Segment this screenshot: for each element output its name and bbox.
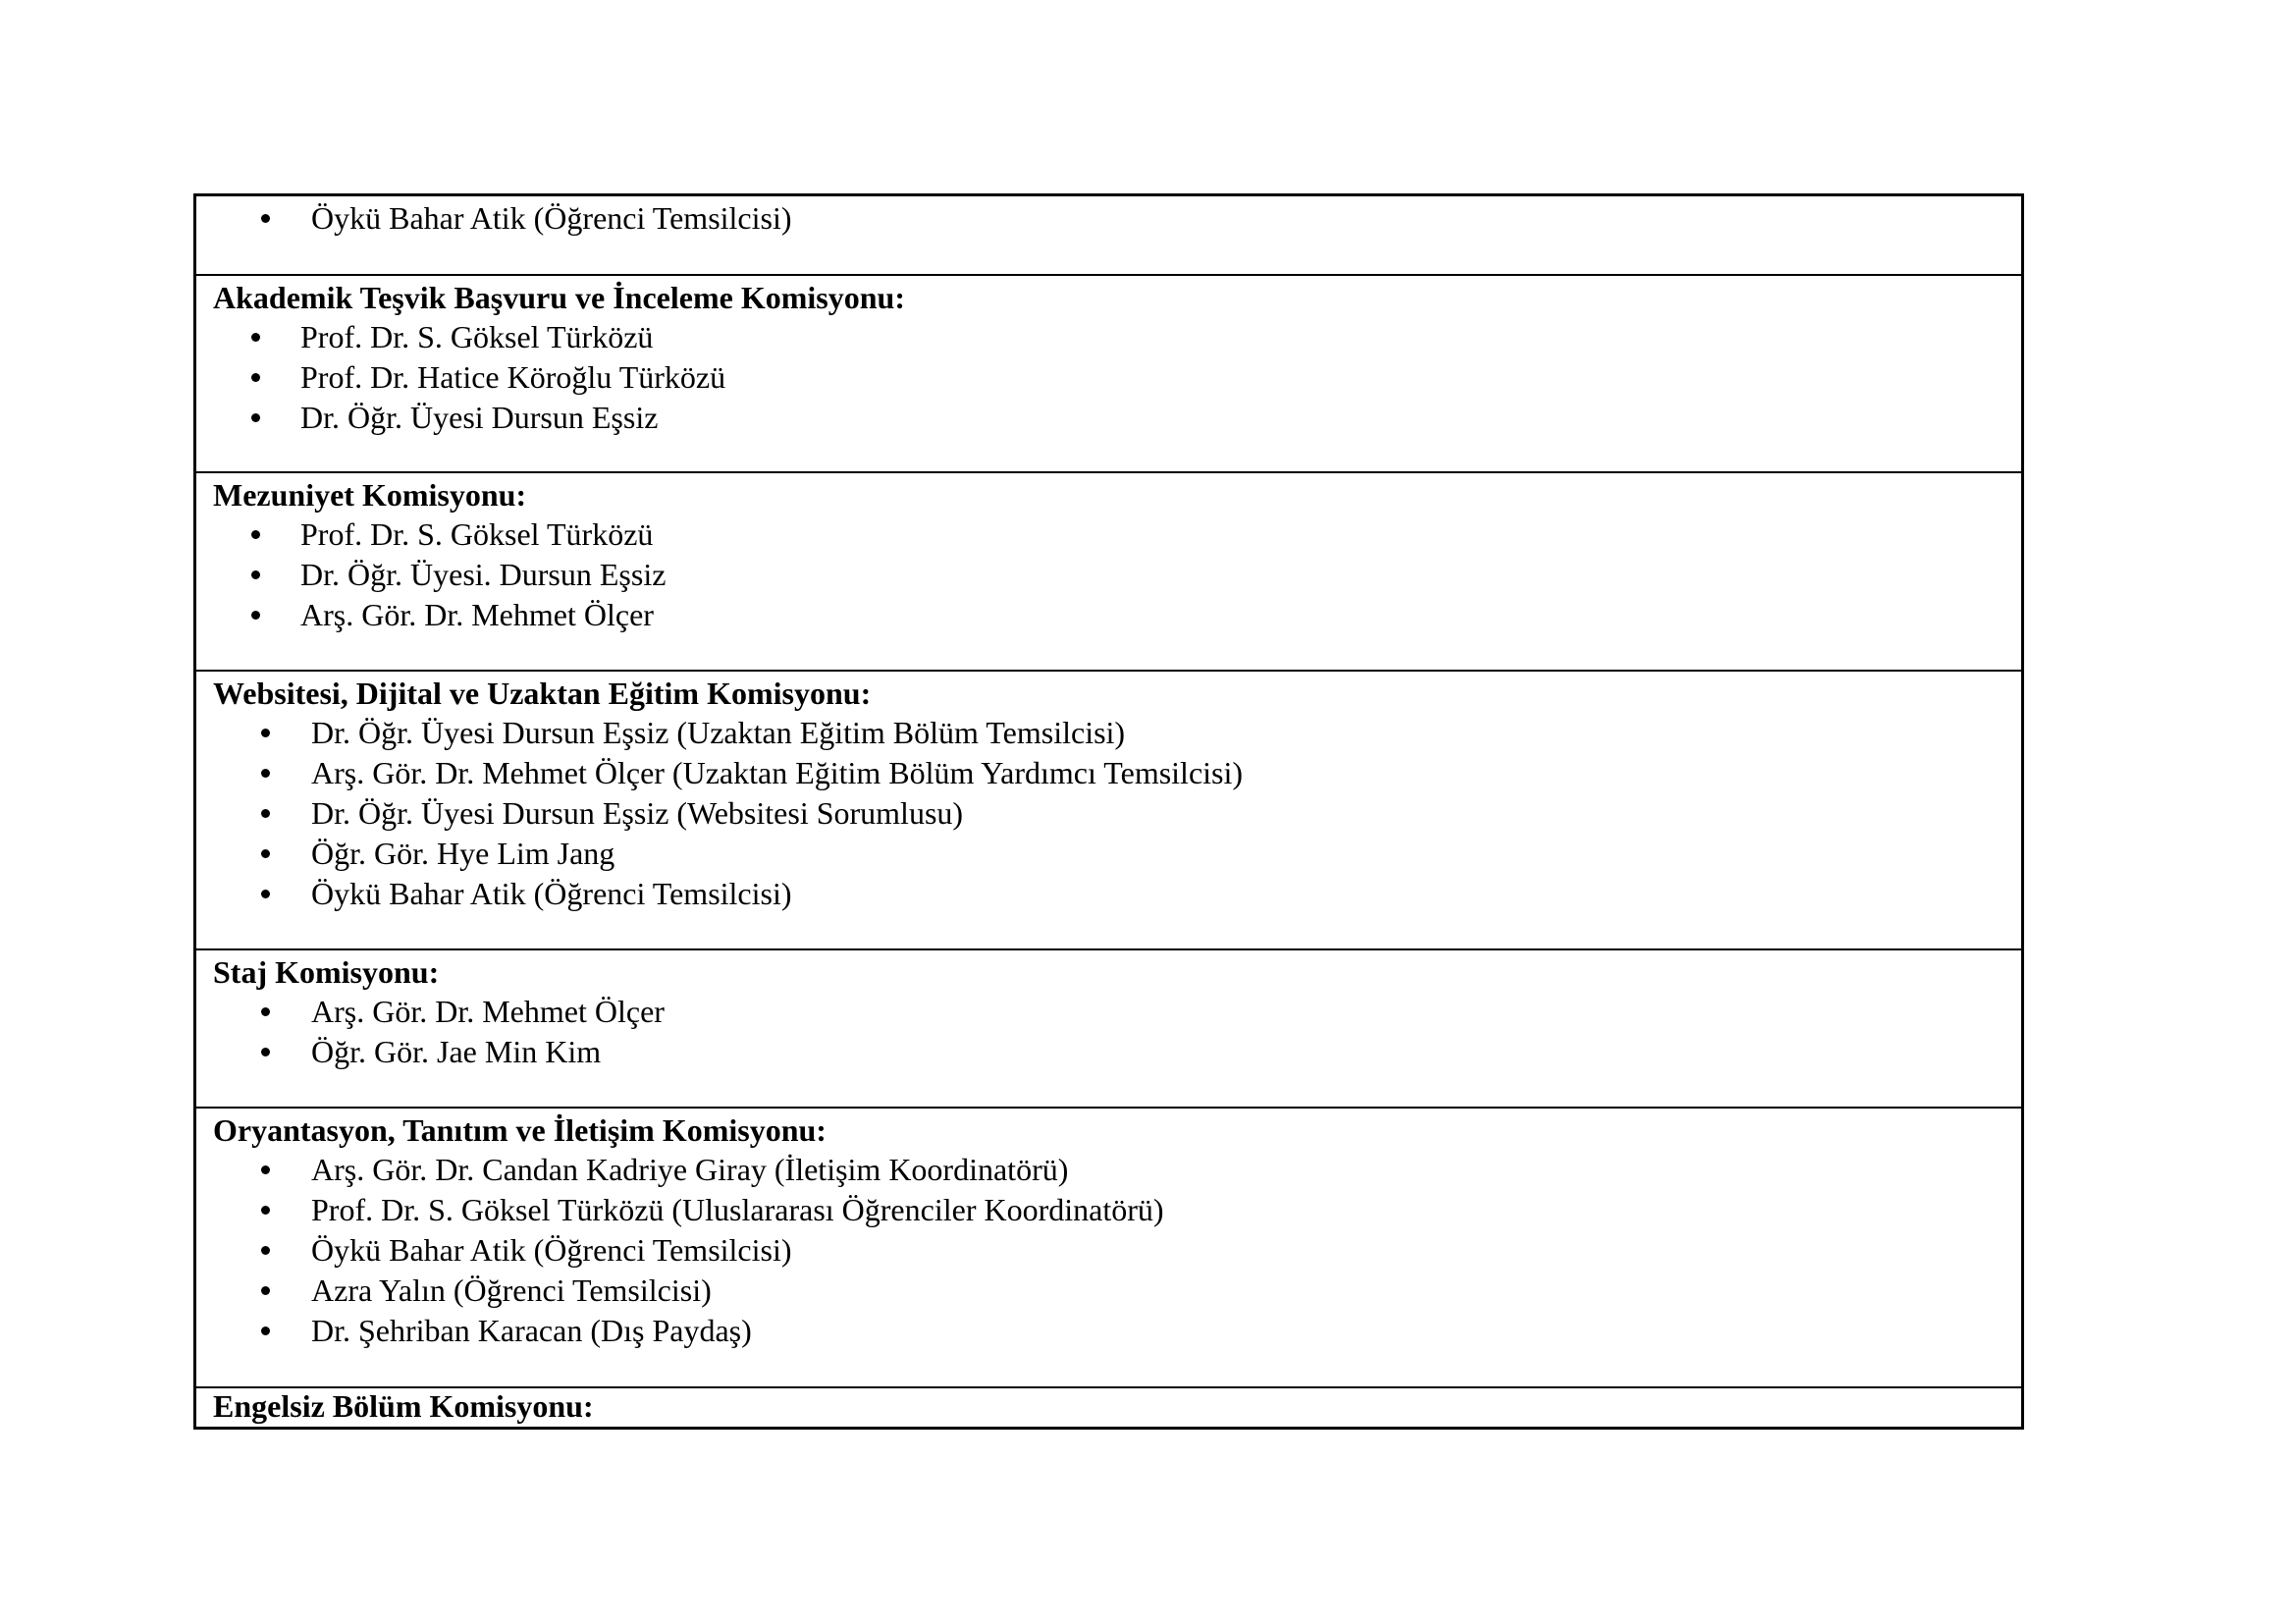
list-item: Öykü Bahar Atik (Öğrenci Temsilcisi) [196, 1230, 2021, 1271]
section-oryantasyon [196, 1109, 2021, 1388]
bullet-icon [261, 1048, 270, 1056]
bullet-icon [261, 214, 270, 223]
list-item: Öykü Bahar Atik (Öğrenci Temsilcisi) [196, 874, 2021, 914]
bullet-icon [261, 1246, 270, 1255]
section-member-list [196, 992, 2021, 1072]
list-item: Dr. Öğr. Üyesi Dursun Eşsiz (Websitesi Sorumlusu) [196, 793, 2021, 834]
list-item: Dr. Öğr. Üyesi. Dursun Eşsiz [196, 555, 2021, 595]
section-title: Mezuniyet Komisyonu: [213, 477, 527, 513]
bullet-icon [251, 373, 260, 382]
bullet-icon [251, 611, 260, 620]
bullet-icon [261, 769, 270, 778]
section-akademik-tesvik [196, 276, 2021, 473]
bullet-icon [251, 570, 260, 579]
list-item: Öğr. Gör. Hye Lim Jang [196, 834, 2021, 874]
list-item: Arş. Gör. Dr. Candan Kadriye Giray (İletişim Koordinatörü) [196, 1150, 2021, 1190]
list-item: Azra Yalın (Öğrenci Temsilcisi) [196, 1271, 2021, 1311]
list-item: Öykü Bahar Atik (Öğrenci Temsilcisi) [196, 198, 2021, 239]
list-item: Arş. Gör. Dr. Mehmet Ölçer (Uzaktan Eğitim Bölüm Yardımcı Temsilcisi) [196, 753, 2021, 793]
section-title: Oryantasyon, Tanıtım ve İletişim Komisyonu: [213, 1112, 827, 1148]
bullet-icon [261, 809, 270, 818]
section-member-list [196, 317, 2021, 438]
section-title: Websitesi, Dijital ve Uzaktan Eğitim Komisyonu: [213, 676, 872, 711]
bullet-icon [261, 849, 270, 858]
committee-table [193, 193, 2024, 1430]
list-item: Prof. Dr. S. Göksel Türközü [196, 317, 2021, 357]
list-item: Arş. Gör. Dr. Mehmet Ölçer [196, 992, 2021, 1032]
bullet-icon [261, 1326, 270, 1335]
section-title: Akademik Teşvik Başvuru ve İnceleme Komisyonu: [213, 280, 905, 315]
section-engelsiz-bolum [196, 1388, 2021, 1427]
list-item: Prof. Dr. S. Göksel Türközü (Uluslararası Öğrenciler Koordinatörü) [196, 1190, 2021, 1230]
bullet-icon [261, 1286, 270, 1295]
bullet-icon [261, 1206, 270, 1215]
bullet-icon [261, 1165, 270, 1174]
section-websitesi-dijital [196, 672, 2021, 950]
list-item: Dr. Öğr. Üyesi Dursun Eşsiz (Uzaktan Eğitim Bölüm Temsilcisi) [196, 713, 2021, 753]
section-mezuniyet [196, 473, 2021, 672]
section-member-list [196, 713, 2021, 914]
list-item: Prof. Dr. Hatice Köroğlu Türközü [196, 357, 2021, 398]
bullet-icon [261, 729, 270, 737]
list-item: Dr. Öğr. Üyesi Dursun Eşsiz [196, 398, 2021, 438]
section-member-list [196, 514, 2021, 635]
section-member-list [196, 1150, 2021, 1351]
list-item: Arş. Gör. Dr. Mehmet Ölçer [196, 595, 2021, 635]
list-item: Öğr. Gör. Jae Min Kim [196, 1032, 2021, 1072]
bullet-icon [261, 890, 270, 898]
section-title: Staj Komisyonu: [213, 954, 440, 990]
list-item: Prof. Dr. S. Göksel Türközü [196, 514, 2021, 555]
section-staj [196, 950, 2021, 1109]
section-member-list [196, 198, 2021, 239]
bullet-icon [251, 530, 260, 539]
section-continued [196, 196, 2021, 276]
bullet-icon [251, 413, 260, 422]
list-item: Dr. Şehriban Karacan (Dış Paydaş) [196, 1311, 2021, 1351]
bullet-icon [261, 1007, 270, 1016]
bullet-icon [251, 333, 260, 342]
section-title: Engelsiz Bölüm Komisyonu: [213, 1388, 594, 1424]
